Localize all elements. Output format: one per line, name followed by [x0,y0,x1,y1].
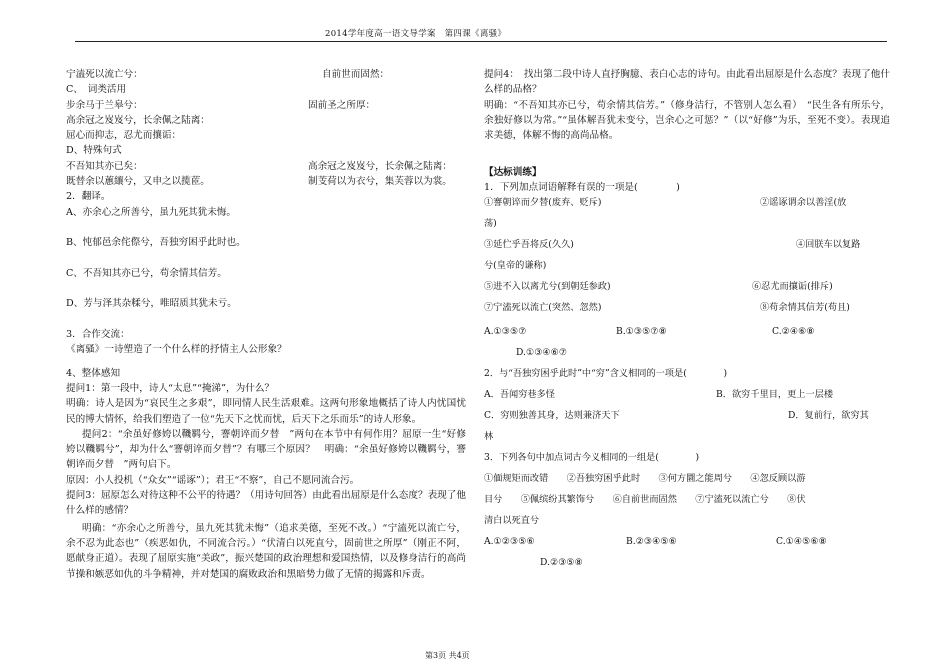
choice-c[interactable]: C.①④⑤⑥⑧ [776,536,827,548]
choice-c[interactable]: C．穷则独善其身，达则兼济天下 [484,410,620,422]
exercise-2-choices [484,408,890,429]
page-number: 第3页 共4页 [425,651,470,660]
exercise-1-options: ③延伫乎吾将反(久久) ④回朕车以复路 [484,239,861,251]
exercise-1-options: 兮(皇帝的谦称) [484,260,547,272]
choice-a[interactable]: A．吾闻穷巷多怪 [484,389,555,401]
coop-title: 3．合作交流： [66,329,130,341]
exercise-2-question: 2．与“吾独穷困乎此时”中“穷”含义相同的一项是( ) [484,368,728,380]
vocab-item: 自前世而固然： [322,69,390,80]
vocab-item: 步余马于兰皋兮： [66,99,143,111]
vocab-row [66,67,466,82]
translate-title: 2．翻译。 [66,191,111,203]
question-1: 提问1：第一段中，诗人“太息”“掩涕”，为什么？ [66,382,275,394]
exercise-1-question: 1．下列加点词语解释有误的一项是( ) [484,182,680,194]
answer-4: 明确：“不吾知其亦已兮，苟余情其信芳。”（修身洁行，不管别人怎么看） “民生各有所乐兮，余独好修以为常。”“虽体解吾犹未变兮，岂余心之可惩？”（以“好修”为乐，至死不变）。表现追求美德，体解不悔的高尚品格。 [484,99,890,142]
coop-question: 《离骚》一诗塑造了一个什么样的抒情主人公形象？ [66,344,287,356]
exercise-3-items: 清白以死直兮 [484,515,540,527]
exercise-2-choices: 林 [484,431,494,443]
question-2: 提问2：“余虽好修姱以鞿羁兮，謇朝谇而夕替 ”两句在本节中有何作用？屈原一生“好修姱以鞿羁兮”，却为什么“謇朝谇而夕替”？有哪三个原因？ 明确：“余虽好修姱以鞿羁兮，謇朝谇而夕替 ”两句启下。 [66,428,466,471]
exercise-1-choices [484,324,890,345]
vocab-row [66,98,466,113]
left-column [66,67,466,582]
sentence-row: 既替余以蕙纕兮，又申之以揽茝。 制芰荷以为衣兮，集芙蓉以为裳。 [66,176,452,188]
sentence-row: 不吾知其亦已矣： 高余冠之岌岌兮，长余佩之陆离： [66,160,452,172]
answer-3: 明确：“亦余心之所善兮，虽九死其犹未悔”（追求美德，至死不改。）“宁溘死以流亡兮，余不忍为此态也”（疾恶如仇，不同流合污。）“伏清白以死直兮，固前世之所厚”（刚正不阿，愿献身正道）。表现了屈原实施“美政”，振兴楚国的政治理想和爱国热情，以及修身洁行的高尚节操和嫉恶如仇的斗争精神，并对楚国的腐败政治和黑暗势力做了无情的揭露和斥责。 [66,522,466,580]
exercise-3-items: ①偭规矩而改错 ②吾独穷困乎此时 ③何方圜之能周兮 ④忽反顾以游 [484,473,806,485]
whole-title: 4、整体感知 [66,367,121,379]
question-3: 提问3：屈原怎么对待这种不公平的待遇？（用诗句回答）由此看出屈原是什么态度？表现了他什么样的感情？ [66,490,466,517]
choice-a[interactable]: A.①③⑤⑦ [484,326,527,338]
exercise-3-choices [484,534,890,555]
exercise-3-question: 3．下列各句中加点词古今义相同的一组是( ) [484,452,700,464]
translate-b: B、忳郁邑余侘傺兮，吾独穷困乎此时也。 [66,237,246,249]
drill-title: 【达标训练】 [484,166,542,178]
choice-b[interactable]: B.①③⑤⑦⑧ [616,326,667,338]
exercise-1-options: 荡) [484,218,497,230]
translate-c: C、不吾知其亦已兮，苟余情其信芳。 [66,267,227,279]
vocab-item: 固前圣之所厚： [308,99,376,111]
translate-a: A、亦余心之所善兮，虽九死其犹未悔。 [66,206,237,218]
choice-d[interactable]: D.①③④⑥⑦ [516,347,568,359]
exercise-3-items: 目兮 ⑤佩缤纷其繁饰兮 ⑥自前世而固然 ⑦宁溘死以流亡兮 ⑧伏 [484,494,806,506]
header-title: 2014学年度高一语文导学案 第四课《离骚》 [325,29,507,39]
header-rule [75,41,887,42]
right-column [484,67,890,576]
page-header [0,0,950,40]
vocab-row: 高余冠之岌岌兮，长余佩之陆离： [66,114,210,126]
exercise-2-choices [484,387,890,408]
choice-d[interactable]: D.②③⑤⑧ [540,557,583,569]
choice-b[interactable]: B．欲穷千里目，更上一层楼 [716,389,834,401]
exercise-1-options: ①謇朝谇而夕替(废弃、贬斥) ②谣诼谓余以善淫(放 [484,197,847,209]
exercise-1-options: ⑦宁溘死以流亡(突然、忽然) ⑧苟余情其信芳(苟且) [484,302,850,314]
exercise-1-choices [484,345,890,366]
choice-d[interactable]: D．复前行，欲穷其 [788,410,869,422]
exercise-1-options: ⑤进不入以离尤兮(到朝廷参政) ⑥忍尤而攘诟(排斥) [484,281,833,293]
exercise-3-choices [484,555,890,576]
answer-2: 原因：小人投机（“众女”“谣诼”）；君王“不察”，自己不愿同流合污。 [66,474,360,486]
section-d-title: D、特殊句式 [66,145,122,157]
choice-c[interactable]: C.②④⑥⑧ [772,326,815,338]
question-4: 提问4： 找出第二段中诗人直抒胸臆、表白心志的诗句。由此看出屈原是什么态度？表现了他什么样的品格？ [484,69,890,96]
section-c-title: C、 词类活用 [66,84,127,96]
answer-1: 明确：诗人是因为“哀民生之多艰”，即同情人民生活艰难。这两句形象地概括了诗人内忧国忧民的博大情怀，给我们塑造了一位“先天下之忧而忧，后天下之乐而乐”的诗人形象。 [66,398,466,425]
choice-a[interactable]: A.①②③⑤⑥ [484,536,535,548]
vocab-item: 宁溘死以流亡兮： [66,69,143,80]
translate-d: D、芳与泽其杂糅兮，唯昭质其犹未亏。 [66,298,237,310]
choice-b[interactable]: B.②③④⑤⑥ [626,536,677,548]
vocab-row: 屈心而抑志，忍尤而攘诟： [66,130,182,142]
